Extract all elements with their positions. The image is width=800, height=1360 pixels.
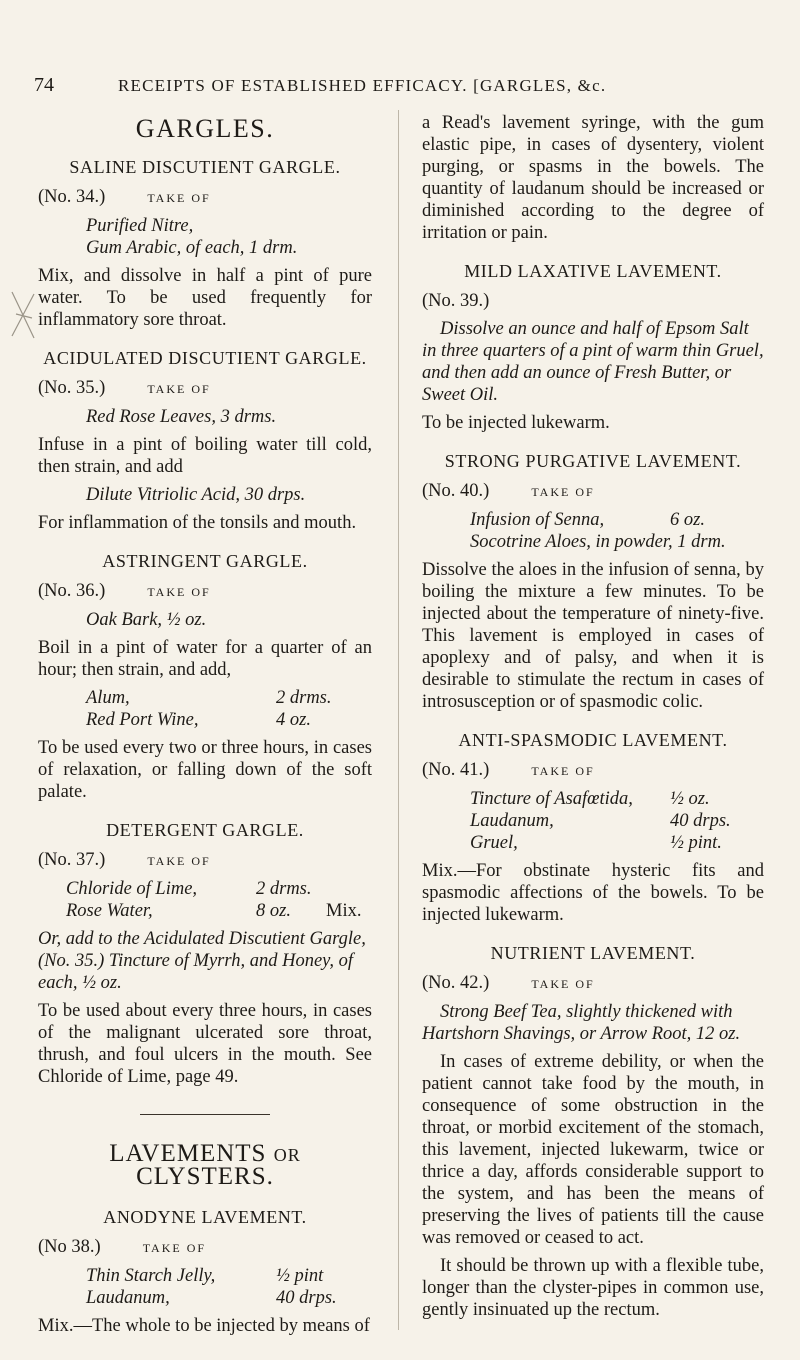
ingredients-36b: Alum, 2 drms. Red Port Wine, 4 oz. (86, 688, 332, 730)
ingredients-41: Tincture of Asafœtida, ½ oz. Laudanum, 40 drps. Gruel, ½ pint. (470, 789, 731, 853)
heading-purgative-lavement: STRONG PURGATIVE LAVEMENT. (444, 451, 742, 471)
directions-38-cont: a Read's lavement syringe, with the gum elastic pipe, in cases of dysentery, violent purging, or spasms in the bowels. The quantity of laudanum should be increased or diminished according to the degree of irritation or pain. (422, 113, 764, 243)
directions-35a: Infuse in a pint of boiling water till cold, then strain, and add (38, 435, 372, 477)
ingredients-42: Strong Beef Tea, slightly thickened with Hartshorn Shavings, or Arrow Root, 12 oz. (422, 1002, 741, 1044)
heading-laxative-lavement: MILD LAXATIVE LAVEMENT. (464, 261, 722, 281)
section-title-lavements: LAVEMENTS OR CLYSTERS. (109, 1140, 301, 1190)
directions-34: Mix, and dissolve in half a pint of pure water. To be used frequently for inflammatory sore throat. (38, 266, 372, 330)
directions-36a: Boil in a pint of water for a quarter of an hour; then strain, and add, (38, 638, 372, 680)
directions-40: Dissolve the aloes in the infusion of senna, by boiling the mixture a few minutes. To be injected about the temperature of ninety-five. This lavement is employed in cases of apoplexy and of palsy, and when it is desirable to stimulate the rectum in cases of introsusception or of spasmodic colic. (422, 560, 764, 712)
directions-35b: For inflammation of the tonsils and mouth. (38, 513, 357, 533)
recipe-number-35: (No. 35.) TAKE OF (38, 378, 211, 398)
directions-42b: It should be thrown up with a flexible tube, longer than the clyster-pipes in common use, gently insinuated up the rectum. (422, 1256, 764, 1320)
heading-nutrient-lavement: NUTRIENT LAVEMENT. (490, 943, 696, 963)
ingredients-37-alt: Or, add to the Acidulated Discutient Gargle, (No. 35.) Tincture of Myrrh, and Honey, of each, ½ oz. (38, 929, 366, 993)
ingredients-40: Infusion of Senna, 6 oz. Socotrine Aloes, in powder, 1 drm. (470, 510, 726, 552)
heading-astringent-gargle: ASTRINGENT GARGLE. (102, 551, 308, 571)
directions-36b: To be used every two or three hours, in cases of relaxation, or falling down of the soft palate. (38, 738, 372, 802)
heading-antispasmodic-lavement: ANTI-SPASMODIC LAVEMENT. (458, 730, 728, 750)
page-number: 74 (34, 74, 54, 96)
directions-37: To be used about every three hours, in cases of the malignant ulcerated sore throat, thrush, and foul ulcers in the mouth. See Chloride of Lime, page 49. (38, 1001, 372, 1087)
recipe-number-42: (No. 42.) TAKE OF (422, 973, 595, 993)
heading-anodyne-lavement: ANODYNE LAVEMENT. (103, 1207, 307, 1227)
directions-39: To be injected lukewarm. (422, 413, 610, 433)
section-rule (140, 1114, 270, 1115)
right-column (422, 108, 764, 1327)
recipe-number-37: (No. 37.) TAKE OF (38, 850, 211, 870)
ingredients-39: Dissolve an ounce and half of Epsom Salt in three quarters of a pint of warm thin Gruel, and then add an ounce of Fresh Butter, or Sweet Oil. (422, 319, 764, 405)
running-head: RECEIPTS OF ESTABLISHED EFFICACY. [GARGLES, &c. (118, 76, 607, 95)
ingredients-34: Purified Nitre, Gum Arabic, of each, 1 drm. (86, 216, 298, 258)
recipe-number-40: (No. 40.) TAKE OF (422, 481, 595, 501)
ingredients-35b: Dilute Vitriolic Acid, 30 drps. (86, 485, 306, 505)
recipe-number-39: (No. 39.) (422, 291, 490, 311)
ingredients-37: Chloride of Lime, 2 drms. Rose Water, 8 oz. Mix. (66, 879, 362, 921)
section-title-gargles: GARGLES. (135, 114, 275, 143)
recipe-number-41: (No. 41.) TAKE OF (422, 760, 595, 780)
left-column (38, 108, 372, 1343)
page-header (34, 74, 754, 102)
column-divider (398, 110, 399, 1330)
heading-saline-gargle: SALINE DISCUTIENT GARGLE. (69, 157, 341, 177)
ingredients-35a: Red Rose Leaves, 3 drms. (86, 407, 277, 427)
directions-41: Mix.—For obstinate hysteric fits and spasmodic affections of the bowels. To be injected lukewarm. (422, 861, 764, 925)
margin-pencil-mark (8, 288, 38, 342)
ingredients-36a: Oak Bark, ½ oz. (86, 610, 207, 630)
recipe-number-34: (No. 34.) TAKE OF (38, 187, 211, 207)
recipe-number-36: (No. 36.) TAKE OF (38, 581, 211, 601)
directions-38: Mix.—The whole to be injected by means of (38, 1316, 370, 1336)
recipe-number-38: (No 38.) TAKE OF (38, 1237, 207, 1257)
directions-42a: In cases of extreme debility, or when the patient cannot take food by the mouth, in consequence of some obstruction in the throat, or morbid excitement of the stomach, this lavement, injected lukewarm, twice or thrice a day, affords considerable support to the system, and has been the means of preserving the lives of patients till the cause was removed or ceased to act. (422, 1052, 764, 1248)
heading-detergent-gargle: DETERGENT GARGLE. (106, 820, 304, 840)
heading-acidulated-gargle: ACIDULATED DISCUTIENT GARGLE. (43, 348, 367, 368)
ingredients-38: Thin Starch Jelly, ½ pint Laudanum, 40 drps. (86, 1266, 337, 1308)
